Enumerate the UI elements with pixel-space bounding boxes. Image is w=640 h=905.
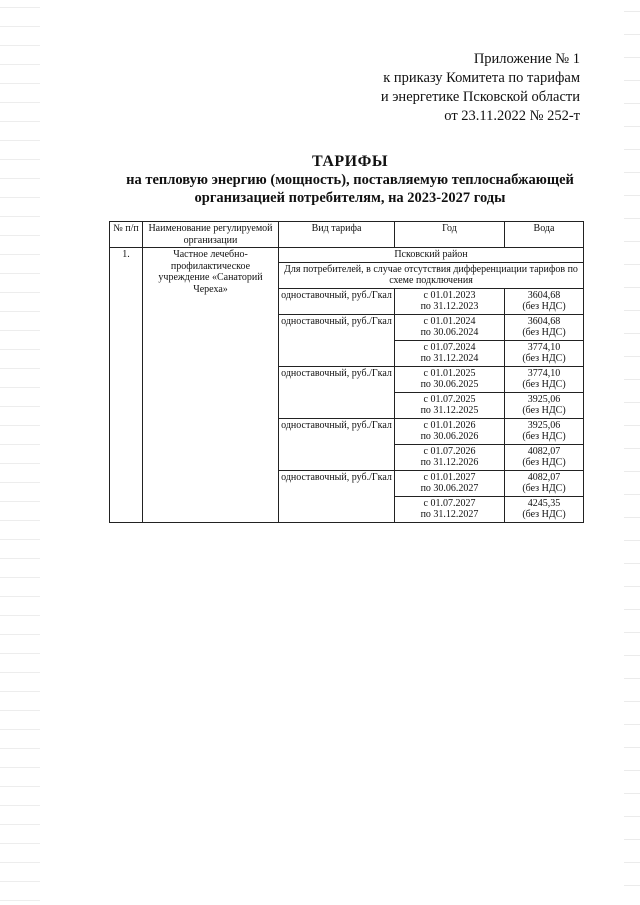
tariff-value: 3925,06 <box>527 393 561 405</box>
header-water: Вода <box>505 222 584 248</box>
period-cell <box>395 288 505 314</box>
header-type: Вид тарифа <box>279 222 395 248</box>
vat-note: (без НДС) <box>522 379 566 390</box>
tariff-type: одноставочный, руб./Гкал <box>279 366 395 418</box>
period-cell <box>395 496 505 522</box>
scan-noise-right <box>624 0 640 905</box>
period-cell <box>395 340 505 366</box>
period-from: с 01.01.2023 <box>423 289 476 301</box>
period-from: с 01.01.2024 <box>423 315 476 327</box>
tariff-type: одноставочный, руб./Гкал <box>279 470 395 522</box>
tariff-value: 3774,10 <box>527 367 561 379</box>
tariff-value: 3604,68 <box>527 315 561 327</box>
period-to: по 31.12.2024 <box>420 353 479 364</box>
tariff-value: 4082,07 <box>527 445 561 457</box>
consumers-cell: Для потребителей, в случае отсутствия дифференциации тарифов по схеме подключения <box>279 262 584 288</box>
period-to: по 31.12.2025 <box>420 405 479 416</box>
period-from: с 01.01.2026 <box>423 419 476 431</box>
header-num: № п/п <box>110 222 143 248</box>
vat-note: (без НДС) <box>522 431 566 442</box>
period-from: с 01.01.2025 <box>423 367 476 379</box>
tariff-value: 4245,35 <box>527 497 561 509</box>
header-year: Год <box>395 222 505 248</box>
tariff-value-cell <box>505 366 584 392</box>
period-to: по 30.06.2027 <box>420 483 479 494</box>
period-from: с 01.07.2027 <box>423 497 476 509</box>
vat-note: (без НДС) <box>522 327 566 338</box>
period-from: с 01.07.2024 <box>423 341 476 353</box>
appendix-line: к приказу Комитета по тарифам <box>383 70 580 86</box>
tariff-value-cell <box>505 418 584 444</box>
tariff-value: 3604,68 <box>527 289 561 301</box>
tariff-value: 3774,10 <box>527 341 561 353</box>
table-header-row <box>110 222 584 248</box>
table-row <box>110 248 584 263</box>
period-to: по 30.06.2026 <box>420 431 479 442</box>
period-cell <box>395 418 505 444</box>
period-from: с 01.01.2027 <box>423 471 476 483</box>
period-to: по 30.06.2024 <box>420 327 479 338</box>
period-cell <box>395 444 505 470</box>
period-cell <box>395 366 505 392</box>
tariff-value-cell <box>505 444 584 470</box>
period-cell <box>395 470 505 496</box>
vat-note: (без НДС) <box>522 483 566 494</box>
header-org: Наименование регулируемой организации <box>143 222 279 248</box>
appendix-header <box>340 50 580 126</box>
period-from: с 01.07.2025 <box>423 393 476 405</box>
appendix-line: Приложение № 1 <box>473 51 580 67</box>
period-cell <box>395 392 505 418</box>
title-line: на тепловую энергию (мощность), поставляемую теплоснабжающей <box>126 172 574 188</box>
tariff-value-cell <box>505 496 584 522</box>
scan-noise-left <box>0 0 40 905</box>
tariff-type: одноставочный, руб./Гкал <box>279 314 395 366</box>
tariff-type: одноставочный, руб./Гкал <box>279 288 395 314</box>
tariff-value-cell <box>505 288 584 314</box>
appendix-line: и энергетике Псковской области <box>380 89 580 105</box>
period-to: по 31.12.2026 <box>420 457 479 468</box>
row-number: 1. <box>110 248 143 523</box>
period-from: с 01.07.2026 <box>423 445 476 457</box>
document-title <box>100 153 600 207</box>
period-to: по 31.12.2023 <box>420 301 479 312</box>
vat-note: (без НДС) <box>522 405 566 416</box>
title-line: организацией потребителям, на 2023-2027 годы <box>194 190 506 206</box>
period-to: по 31.12.2027 <box>420 509 479 520</box>
tariff-value: 4082,07 <box>527 471 561 483</box>
period-cell <box>395 314 505 340</box>
tariff-value-cell <box>505 340 584 366</box>
tariff-type: одноставочный, руб./Гкал <box>279 418 395 470</box>
tariff-value-cell <box>505 470 584 496</box>
tariff-value-cell <box>505 392 584 418</box>
tariff-value: 3925,06 <box>527 419 561 431</box>
title-main: ТАРИФЫ <box>311 153 389 170</box>
vat-note: (без НДС) <box>522 353 566 364</box>
vat-note: (без НДС) <box>522 301 566 312</box>
region-cell: Псковский район <box>279 248 584 263</box>
vat-note: (без НДС) <box>522 457 566 468</box>
appendix-line: от 23.11.2022 № 252-т <box>444 108 580 124</box>
period-to: по 30.06.2025 <box>420 379 479 390</box>
organization-name: Частное лечебно-профилактическое учреждение «Санаторий Череха» <box>143 248 279 523</box>
vat-note: (без НДС) <box>522 509 566 520</box>
tariff-value-cell <box>505 314 584 340</box>
tariff-table <box>109 221 584 523</box>
